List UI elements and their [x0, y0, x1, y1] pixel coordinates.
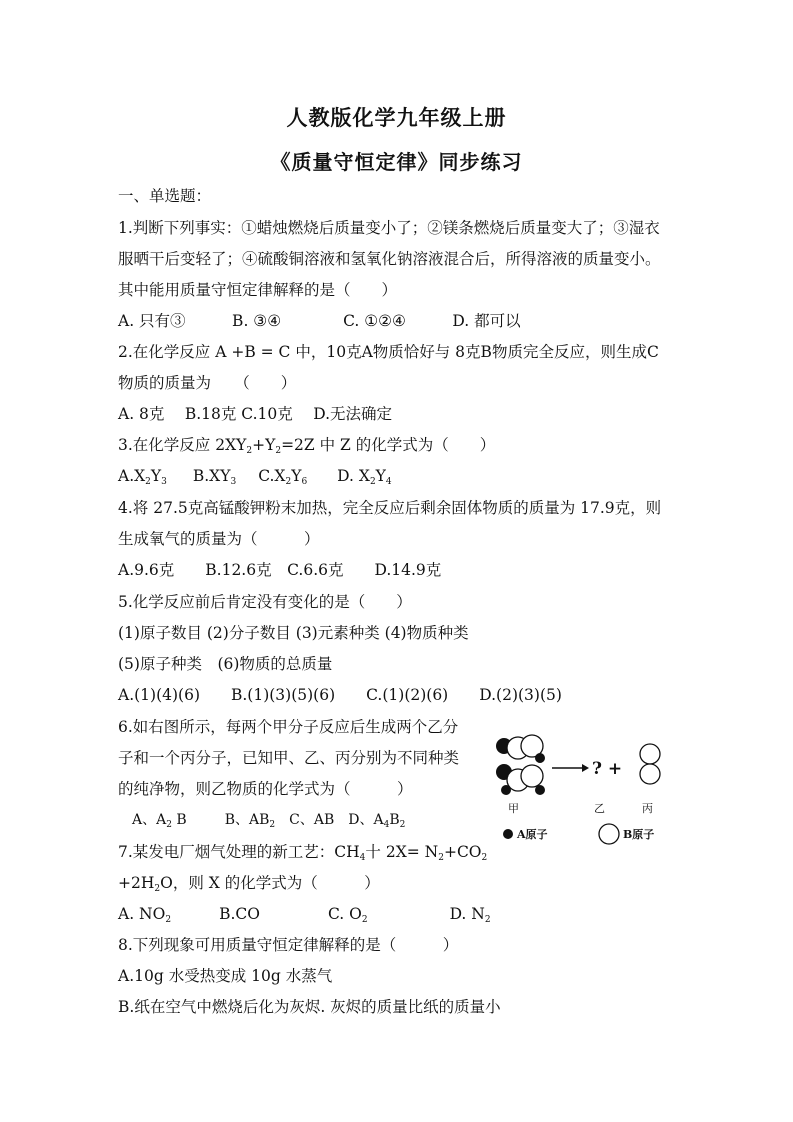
- q3-option-a: $A.X_2Y_3$: [118, 467, 167, 487]
- q3-option-d: D. $X_2Y_4$: [337, 467, 392, 487]
- q4-stem-line2: 生成氧气的质量为（ ）: [118, 530, 320, 548]
- q8-stem: 8.下列现象可用质量守恒定律解释的是（ ）: [118, 936, 459, 954]
- document-title: 人教版化学九年级上册: [286, 105, 507, 130]
- q6-options: [132, 810, 405, 830]
- q2-stem-line2: 物质的质量为 （ ）: [118, 374, 297, 392]
- q6-option-d: D、$A_4B_2$: [348, 812, 406, 830]
- q3-option-b: $B.XY_3$: [192, 467, 237, 487]
- arrow-head-icon: [582, 764, 589, 772]
- q4-options: A.9.6克 B.12.6克 C.6.6克 D.14.9克: [118, 561, 442, 579]
- q1-options: A. 只有③ B. ③④ C. ①②④ D. 都可以: [118, 312, 521, 330]
- document-subtitle: 《质量守恒定律》同步练习: [270, 150, 523, 174]
- q3-options: [118, 466, 392, 486]
- q7-stem-line2: $+2H_2O$，则 X 的化学式为（ ）: [118, 874, 380, 894]
- b-atom-legend-icon: [599, 824, 619, 844]
- q6-stem-line1: 6.如右图所示，每两个甲分子反应后生成两个乙分: [118, 718, 459, 736]
- q6-option-c: C、AB: [289, 812, 335, 828]
- b-atom-icon: [640, 744, 660, 764]
- b-atom-icon: [521, 765, 543, 787]
- label-bing: 丙: [642, 802, 653, 815]
- q6-option-a: A、$A_2$ B: [132, 812, 187, 830]
- q7-options: [118, 904, 491, 924]
- q7-stem-line1: 7.某发电厂烟气处理的新工艺：$CH_4$十 $2X= N_2+CO_2$: [118, 843, 488, 863]
- question-plus: ? +: [592, 759, 623, 779]
- label-yi: 乙: [594, 802, 605, 815]
- a-atom-legend-icon: [503, 829, 513, 839]
- b-atom-icon: [640, 764, 660, 784]
- section-heading: 一、单选题：: [118, 187, 212, 205]
- q3-stem: 3.在化学反应 $2XY_2+Y_2=2Z$ 中 Z 的化学式为（ ）: [118, 436, 496, 456]
- q7-option-a: A. $NO_2$: [118, 905, 172, 925]
- q6-option-b: B、$AB_2$: [224, 812, 276, 830]
- a-atom-icon: [535, 785, 545, 795]
- q8-option-a: A.10g 水受热变成 10g 水蒸气: [118, 967, 333, 985]
- q1-stem-line2: 服晒干后变轻了；④硫酸铜溶液和氢氧化钠溶液混合后，所得溶液的质量变小。: [118, 250, 661, 268]
- q2-options: A. 8克 B.18克 C.10克 D.无法确定: [118, 405, 392, 423]
- a-atom-icon: [535, 753, 545, 763]
- legend-b-label: B原子: [623, 828, 655, 841]
- q5-options: A.(1)(4)(6) B.(1)(3)(5)(6) C.(1)(2)(6) D.(2)(3)(5): [118, 686, 562, 704]
- q5-stem-line3: (5)原子种类 (6)物质的总质量: [118, 655, 333, 673]
- q6-stem-line2: 子和一个丙分子，已知甲、乙、丙分别为不同种类: [118, 749, 460, 767]
- q5-stem-line2: (1)原子数目 (2)分子数目 (3)元素种类 (4)物质种类: [118, 624, 469, 642]
- q6-stem-line3: 的纯净物，则乙物质的化学式为（ ）: [118, 780, 413, 798]
- legend-a-label: A原子: [517, 828, 548, 841]
- q3-option-c: $C.X_2Y_6$: [258, 467, 308, 487]
- q8-option-b: B.纸在空气中燃烧后化为灰烬. 灰烬的质量比纸的质量小: [118, 998, 501, 1016]
- a-atom-icon: [501, 785, 511, 795]
- q1-stem-line1: 1.判断下列事实：①蜡烛燃烧后质量变小了；②镁条燃烧后质量变大了；③湿衣: [118, 219, 660, 237]
- q7-option-d: D. $N_2$: [449, 905, 491, 925]
- label-jia: 甲: [508, 802, 519, 815]
- q1-stem-line3: 其中能用质量守恒定律解释的是（ ）: [118, 281, 398, 299]
- q2-stem-line1: 2.在化学反应 A +B = C 中，10克A物质恰好与 8克B物质完全反应，则生成C: [118, 343, 659, 361]
- q7-option-b: B.CO: [219, 905, 260, 923]
- molecule-reaction-figure: [488, 728, 688, 853]
- q5-stem-line1: 5.化学反应前后肯定没有变化的是（ ）: [118, 593, 412, 611]
- q4-stem-line1: 4.将 27.5克高锰酸钾粉末加热，完全反应后剩余固体物质的质量为 17.9克，则: [118, 499, 662, 517]
- q7-option-c: C. $O_2$: [327, 905, 368, 925]
